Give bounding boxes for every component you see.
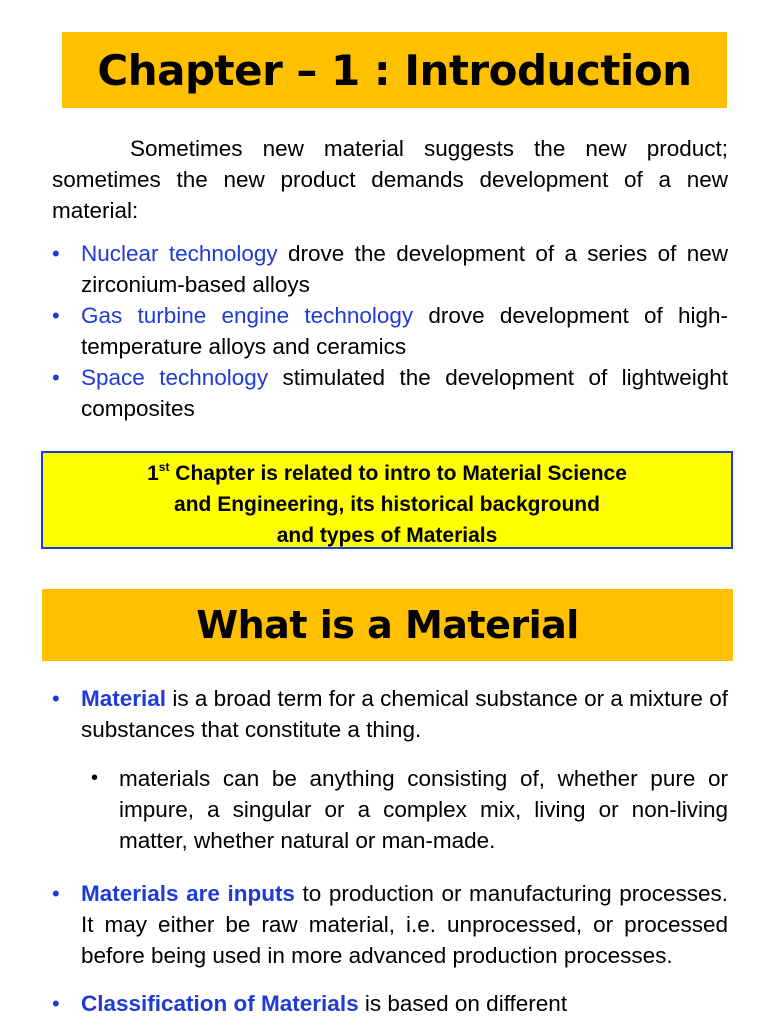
- list-item: [52, 683, 728, 856]
- bullet-text: to production or manufacturing processes. It may either be raw material, i.e. unprocessed, or processed before being used in more advanced production processes.: [81, 881, 728, 968]
- intro-paragraph: Sometimes new material suggests the new product; sometimes the new product demands development of a new material:: [52, 136, 728, 223]
- list-item: [52, 362, 728, 424]
- note-line-3: and types of Materials: [276, 524, 498, 547]
- bullet-icon: •: [52, 686, 60, 711]
- note-line-1-text: Chapter is related to intro to Material Science: [169, 462, 627, 485]
- list-item: [52, 238, 728, 300]
- bullet-highlight: Nuclear technology: [81, 241, 278, 266]
- bullet-icon: •: [52, 303, 60, 328]
- bullet-highlight: Materials are inputs: [81, 881, 295, 906]
- note-line-1: [43, 458, 731, 489]
- material-definition-list: [52, 683, 728, 1036]
- section-title-banner: [42, 589, 733, 661]
- list-item: [52, 878, 728, 971]
- chapter-note-box: [41, 451, 733, 549]
- chapter-title-banner: [62, 32, 727, 108]
- bullet-highlight: Space technology: [81, 365, 269, 390]
- bullet-text: drove the development of a series of new zirconium-based alloys: [81, 241, 728, 297]
- technology-list: [52, 238, 728, 424]
- bullet-icon: •: [52, 365, 60, 390]
- sub-bullet-text: materials can be anything consisting of, whether pure or impure, a singular or a complex mix, living or non-living matter, whether natural or man-made.: [119, 766, 728, 853]
- bullet-highlight: Classification of Materials: [81, 991, 359, 1016]
- chapter-title: Chapter – 1 : Introduction: [97, 45, 692, 95]
- bullet-icon: •: [52, 881, 60, 906]
- bullet-text: is based on different: [358, 991, 568, 1016]
- bullet-highlight: Material: [81, 686, 167, 711]
- list-item: [52, 300, 728, 362]
- bullet-highlight: Gas turbine engine technology: [81, 303, 414, 328]
- bullet-text: stimulated the development of lightweight composites: [81, 365, 728, 421]
- note-number: 1: [147, 462, 159, 485]
- sub-list: [81, 763, 728, 856]
- sub-bullet-icon: •: [91, 767, 99, 789]
- section-title: What is a Material: [196, 603, 579, 647]
- bullet-icon: •: [52, 991, 60, 1016]
- bullet-icon: •: [52, 241, 60, 266]
- note-line-2: and Engineering, its historical background: [174, 493, 600, 516]
- sub-list-item: [81, 763, 728, 856]
- bullet-text: is a broad term for a chemical substance or a mixture of substances that constitute a thing.: [81, 686, 728, 742]
- note-superscript: st: [158, 460, 170, 474]
- list-item: [52, 988, 728, 1019]
- bullet-text: drove development of high-temperature alloys and ceramics: [81, 303, 728, 359]
